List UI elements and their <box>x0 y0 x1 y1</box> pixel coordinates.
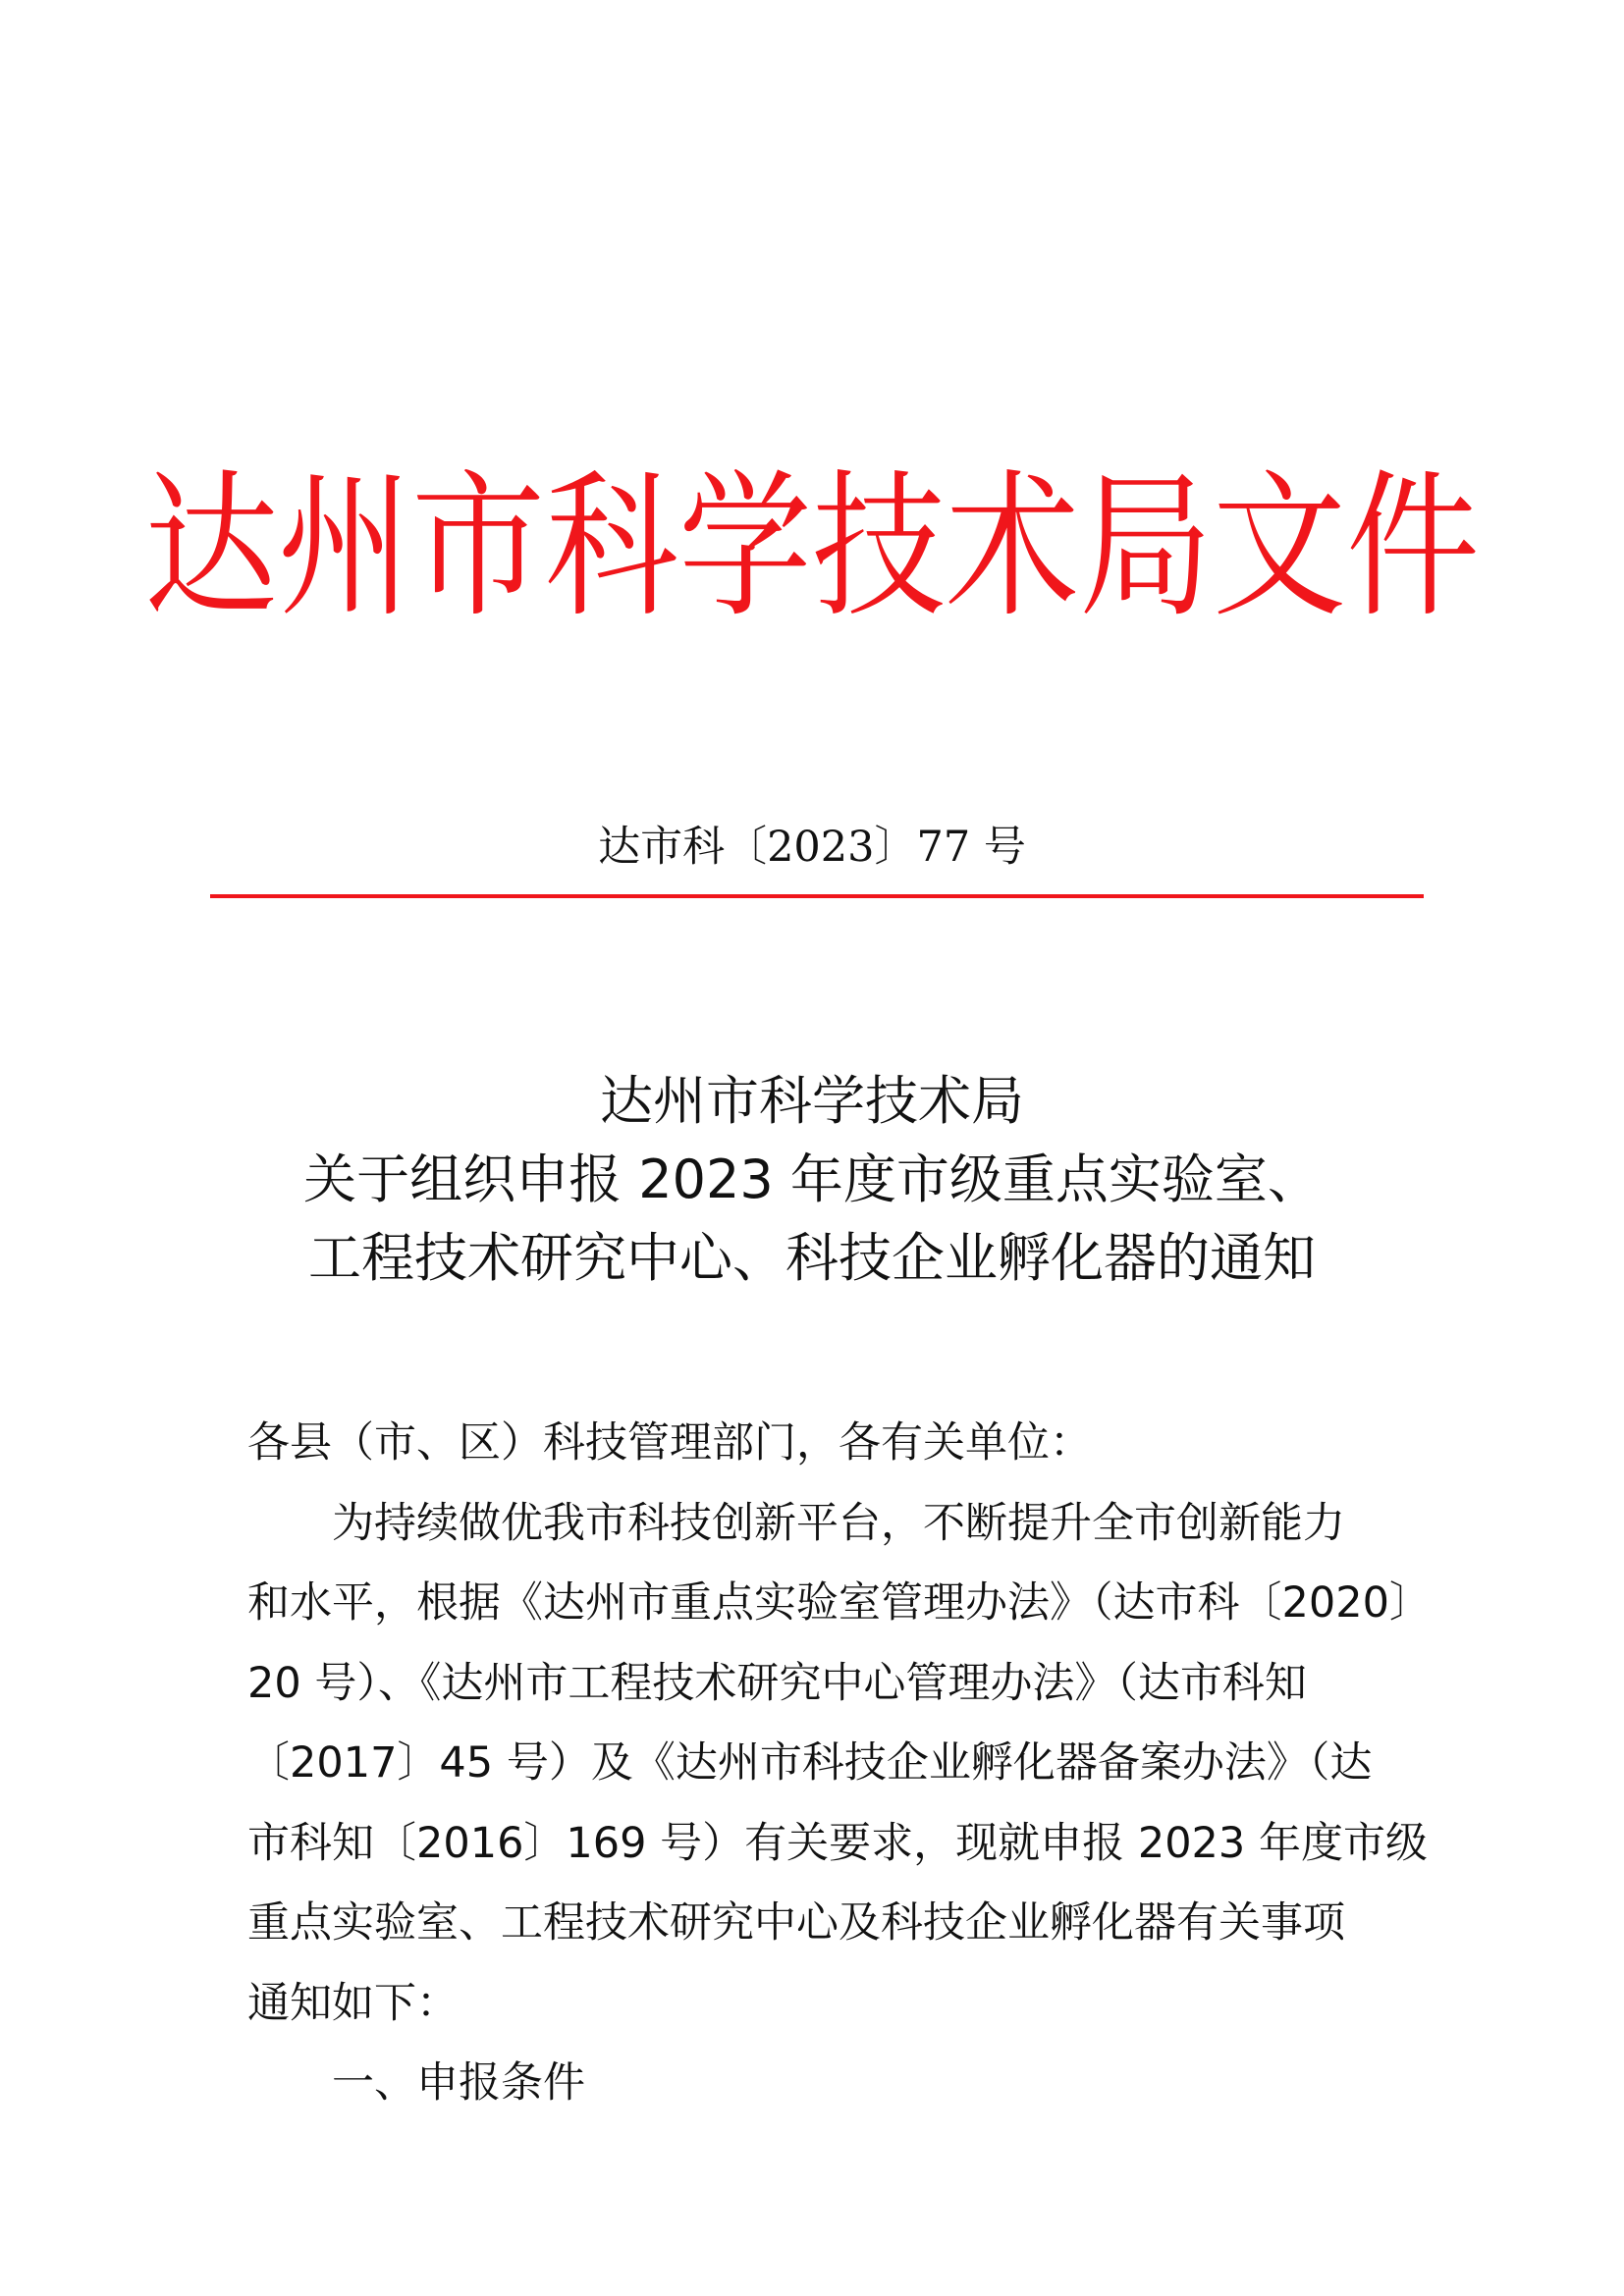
notice-title-line: 工程技术研究中心、科技企业孵化器的通知 <box>308 1227 1316 1289</box>
issuer-header-title: 达州市科学技术局文件 <box>144 456 1480 640</box>
paragraph-line: 和水平，根据《达州市重点实验室管理办法》（达市科〔2020〕 <box>247 1578 1432 1628</box>
notice-title-line: 达州市科学技术局 <box>600 1070 1024 1132</box>
paragraph-line: 通知如下： <box>247 1978 459 2028</box>
document-number: 达市科〔2023〕77 号 <box>598 823 1026 872</box>
section-heading: 一、申报条件 <box>332 2058 585 2108</box>
red-separator-line <box>210 894 1424 898</box>
paragraph-line: 重点实验室、工程技术研究中心及科技企业孵化器有关事项 <box>247 1898 1345 1948</box>
paragraph-line: 市科知〔2016〕169 号）有关要求，现就申报 2023 年度市级 <box>247 1818 1428 1868</box>
salutation: 各县（市、区）科技管理部门，各有关单位： <box>247 1418 1092 1468</box>
paragraph-line: 〔2017〕45 号）及《达州市科技企业孵化器备案办法》（达 <box>247 1738 1373 1788</box>
paragraph-line: 为持续做优我市科技创新平台，不断提升全市创新能力 <box>332 1498 1345 1548</box>
paragraph-line: 20 号）、《达州市工程技术研究中心管理办法》（达市科知 <box>247 1658 1307 1708</box>
notice-title-line: 关于组织申报 2023 年度市级重点实验室、 <box>303 1148 1321 1210</box>
notice-title <box>0 1062 1624 1298</box>
notice-body <box>247 1404 1432 2124</box>
